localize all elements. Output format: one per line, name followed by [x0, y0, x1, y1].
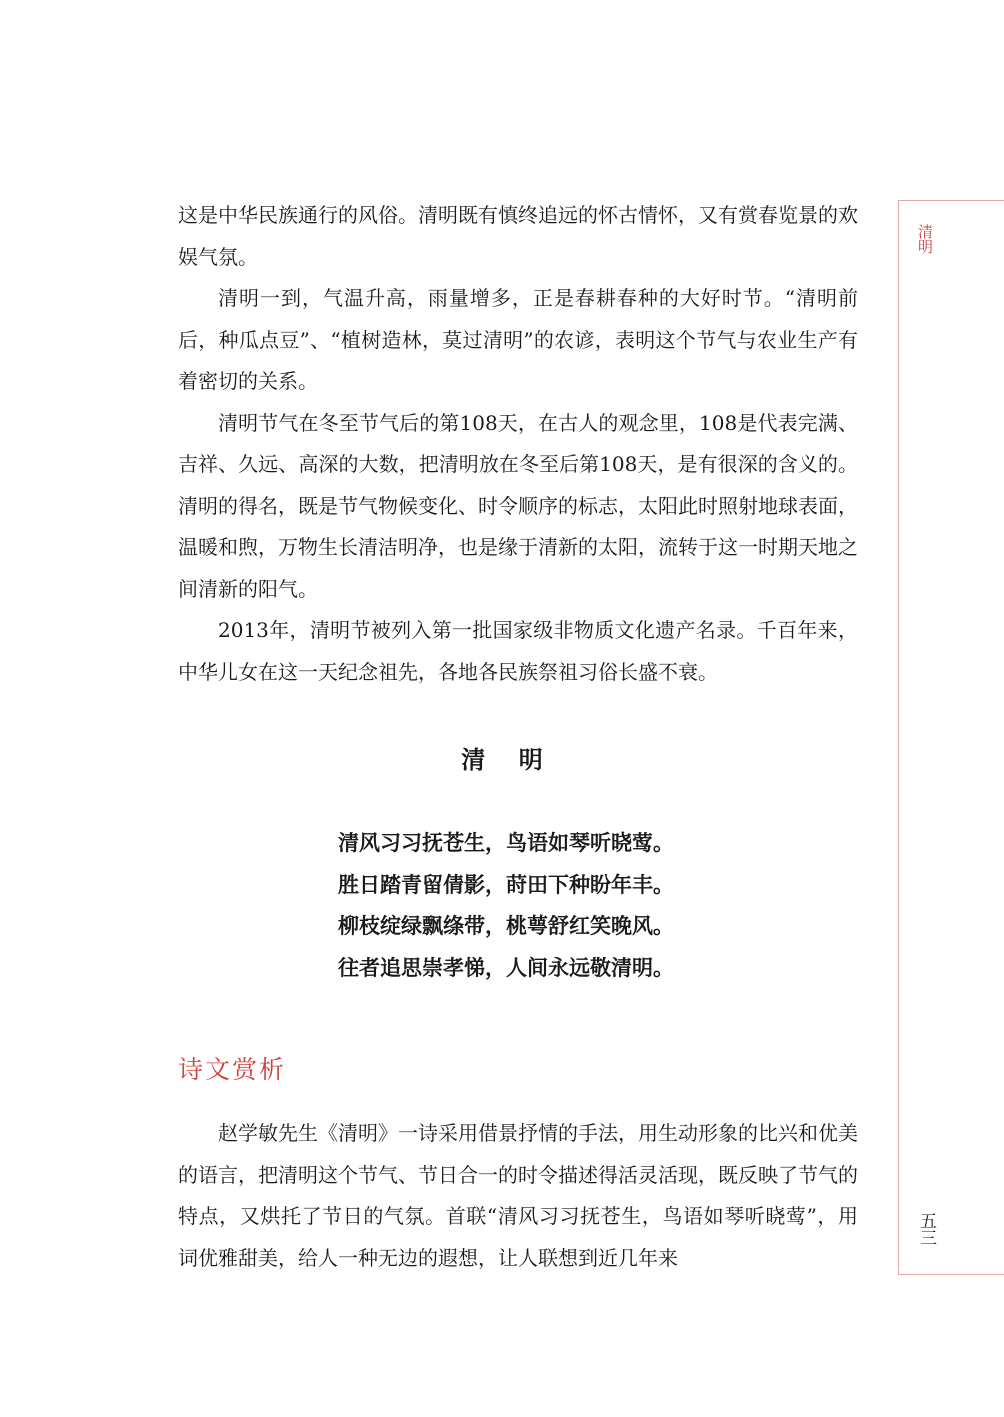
poem-title: 清明	[461, 745, 577, 774]
body-text	[178, 195, 858, 693]
paragraph: 赵学敏先生《清明》一诗采用借景抒情的手法，用生动形象的比兴和优美的语言，把清明这个节气、节日合一的时令描述得活灵活现，既反映了节气的特点，又烘托了节日的气氛。首联“清风习习抚苍生，鸟语如琴听晓莺”，用词优雅甜美，给人一种无边的遐想，让人联想到近几年来	[178, 1121, 858, 1270]
poem-line: 胜日踏青留倩影，莳田下种盼年丰。	[338, 871, 674, 897]
poem-line: 清风习习抚苍生，鸟语如琴听晓莺。	[338, 830, 674, 855]
appreciation-text	[178, 1113, 858, 1279]
page-number: 五三	[916, 1212, 936, 1246]
poem-line: 柳枝绽绿飘绦带，桃萼舒红笑晚风。	[338, 913, 674, 938]
poem	[338, 822, 674, 988]
paragraph: 2013年，清明节被列入第一批国家级非物质文化遗产名录。千百年来，中华儿女在这一天纪念祖先，各地各民族祭祖习俗长盛不衰。	[178, 618, 858, 684]
poem-line: 往者追思崇孝悌，人间永远敬清明。	[338, 954, 674, 980]
paragraph: 清明节气在冬至节气后的第108天，在古人的观念里，108是代表完满、吉祥、久远、高深的大数，把清明放在冬至后第108天，是有很深的含义的。清明的得名，既是节气物候变化、时令顺序的标志，太阳此时照射地球表面，温暖和煦，万物生长清洁明净，也是缘于清新的太阳，流转于这一时期天地之间清新的阳气。	[178, 410, 858, 601]
paragraph: 清明一到，气温升高，雨量增多，正是春耕春种的大好时节。“清明前后，种瓜点豆”、“植树造林，莫过清明”的农谚，表明这个节气与农业生产有着密切的关系。	[178, 286, 858, 393]
side-tab	[898, 200, 1004, 1275]
side-chapter-label: 清明	[916, 224, 934, 254]
section-heading: 诗文赏析	[178, 1055, 287, 1084]
paragraph-continued: 这是中华民族通行的风俗。清明既有慎终追远的怀古情怀，又有赏春览景的欢娱气氛。	[178, 203, 858, 269]
